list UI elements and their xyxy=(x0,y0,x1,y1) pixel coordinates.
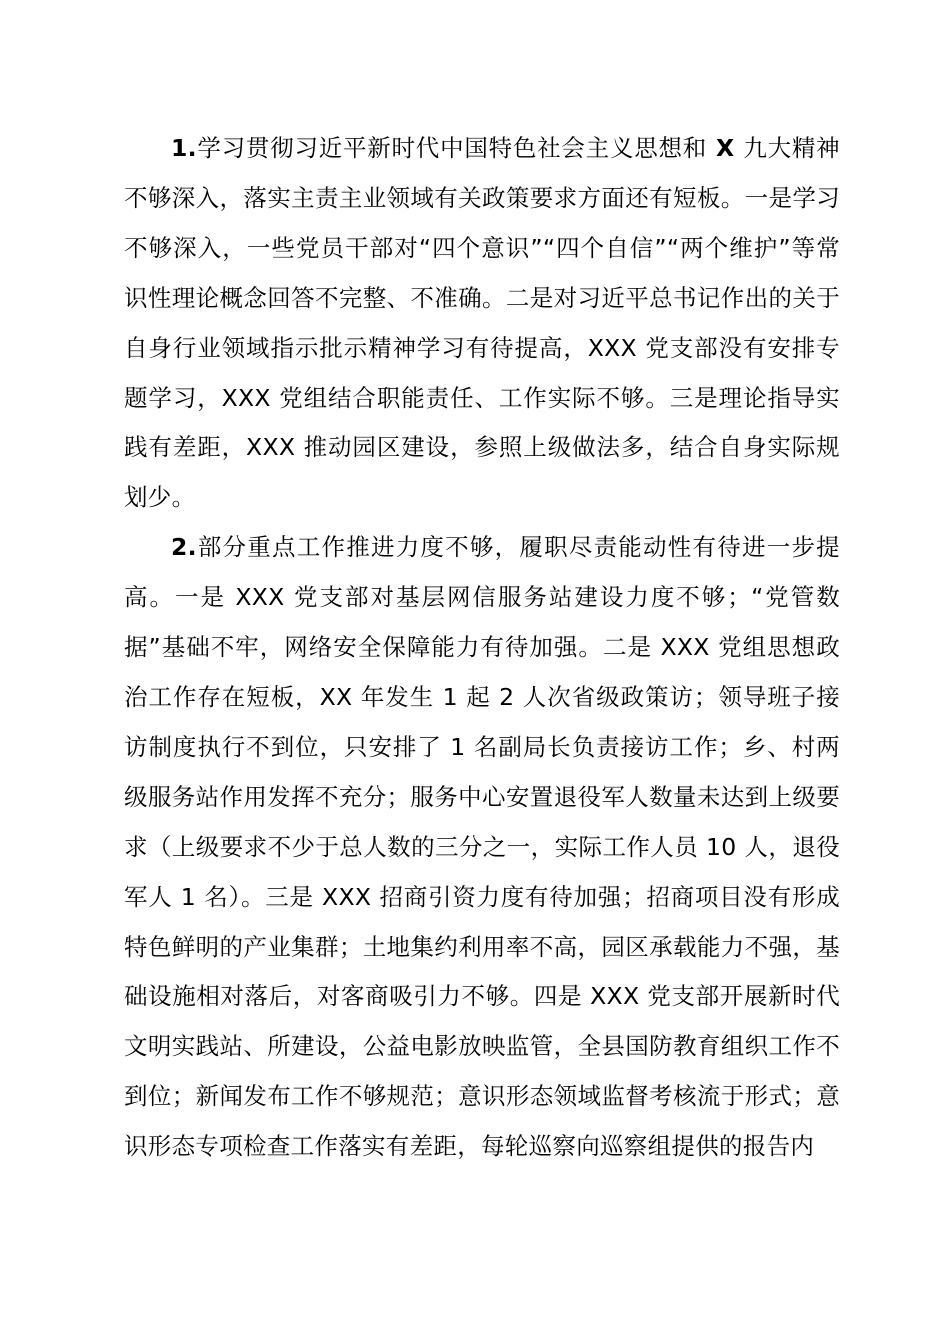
paragraph-1-number: 1. xyxy=(171,134,197,162)
paragraph-1-text-start: 学习贯彻习近平新时代中国特色社会主义思想和 xyxy=(196,134,708,162)
paragraph-1-text-end: 九大精神不够深入，落实主责主业领域有关政策要求方面还有短板。一是学习不够深入，一些党员干部对“四个意识”“四个自信”“两个维护”等常识性理论概念回答不完整、不准确。二是对习近平总书记作出的关于自身行业领域指示批示精神学习有待提高，XXX 党支部没有安排专题学习，XXX 党组结合职能责任、工作实际不够。三是理论指导实践有差距，XXX 推动园区建设，参照上级做法多，结合自身实际规划少。 xyxy=(124,134,840,512)
paragraph-2-number: 2. xyxy=(171,533,197,562)
paragraph-1 xyxy=(124,124,840,523)
paragraph-2-text: 部分重点工作推进力度不够，履职尽责能动性有待进一步提高。一是 XXX 党支部对基层网信服务站建设力度不够；“党管数据”基础不牢，网络安全保障能力有待加强。二是 XXX 党组思想政治工作存在短板，XX 年发生 1 起 2 人次省级政策访；领导班子接访制度执行不到位，只安排了 1 名副局长负责接访工作；乡、村两级服务站作用发挥不充分；服务中心安置退役军人数量未达到上级要求（上级要求不少于总人数的三分之一，实际工作人员 10 人，退役军人 1 名）。三是 XXX 招商引资力度有待加强；招商项目没有形成特色鲜明的产业集群；土地集约利用率不高，园区承载能力不强，基础设施相对落后，对客商吸引力不够。四是 XXX 党支部开展新时代文明实践站、所建设，公益电影放映监管，全县国防教育组织工作不到位；新闻发布工作不够规范；意识形态领域监督考核流于形式；意识形态专项检查工作落实有差距，每轮巡察向巡察组提供的报告内 xyxy=(124,533,840,1161)
paragraph-1-emphasis: X xyxy=(707,134,744,162)
document-body xyxy=(124,124,840,1172)
paragraph-2 xyxy=(124,523,840,1172)
